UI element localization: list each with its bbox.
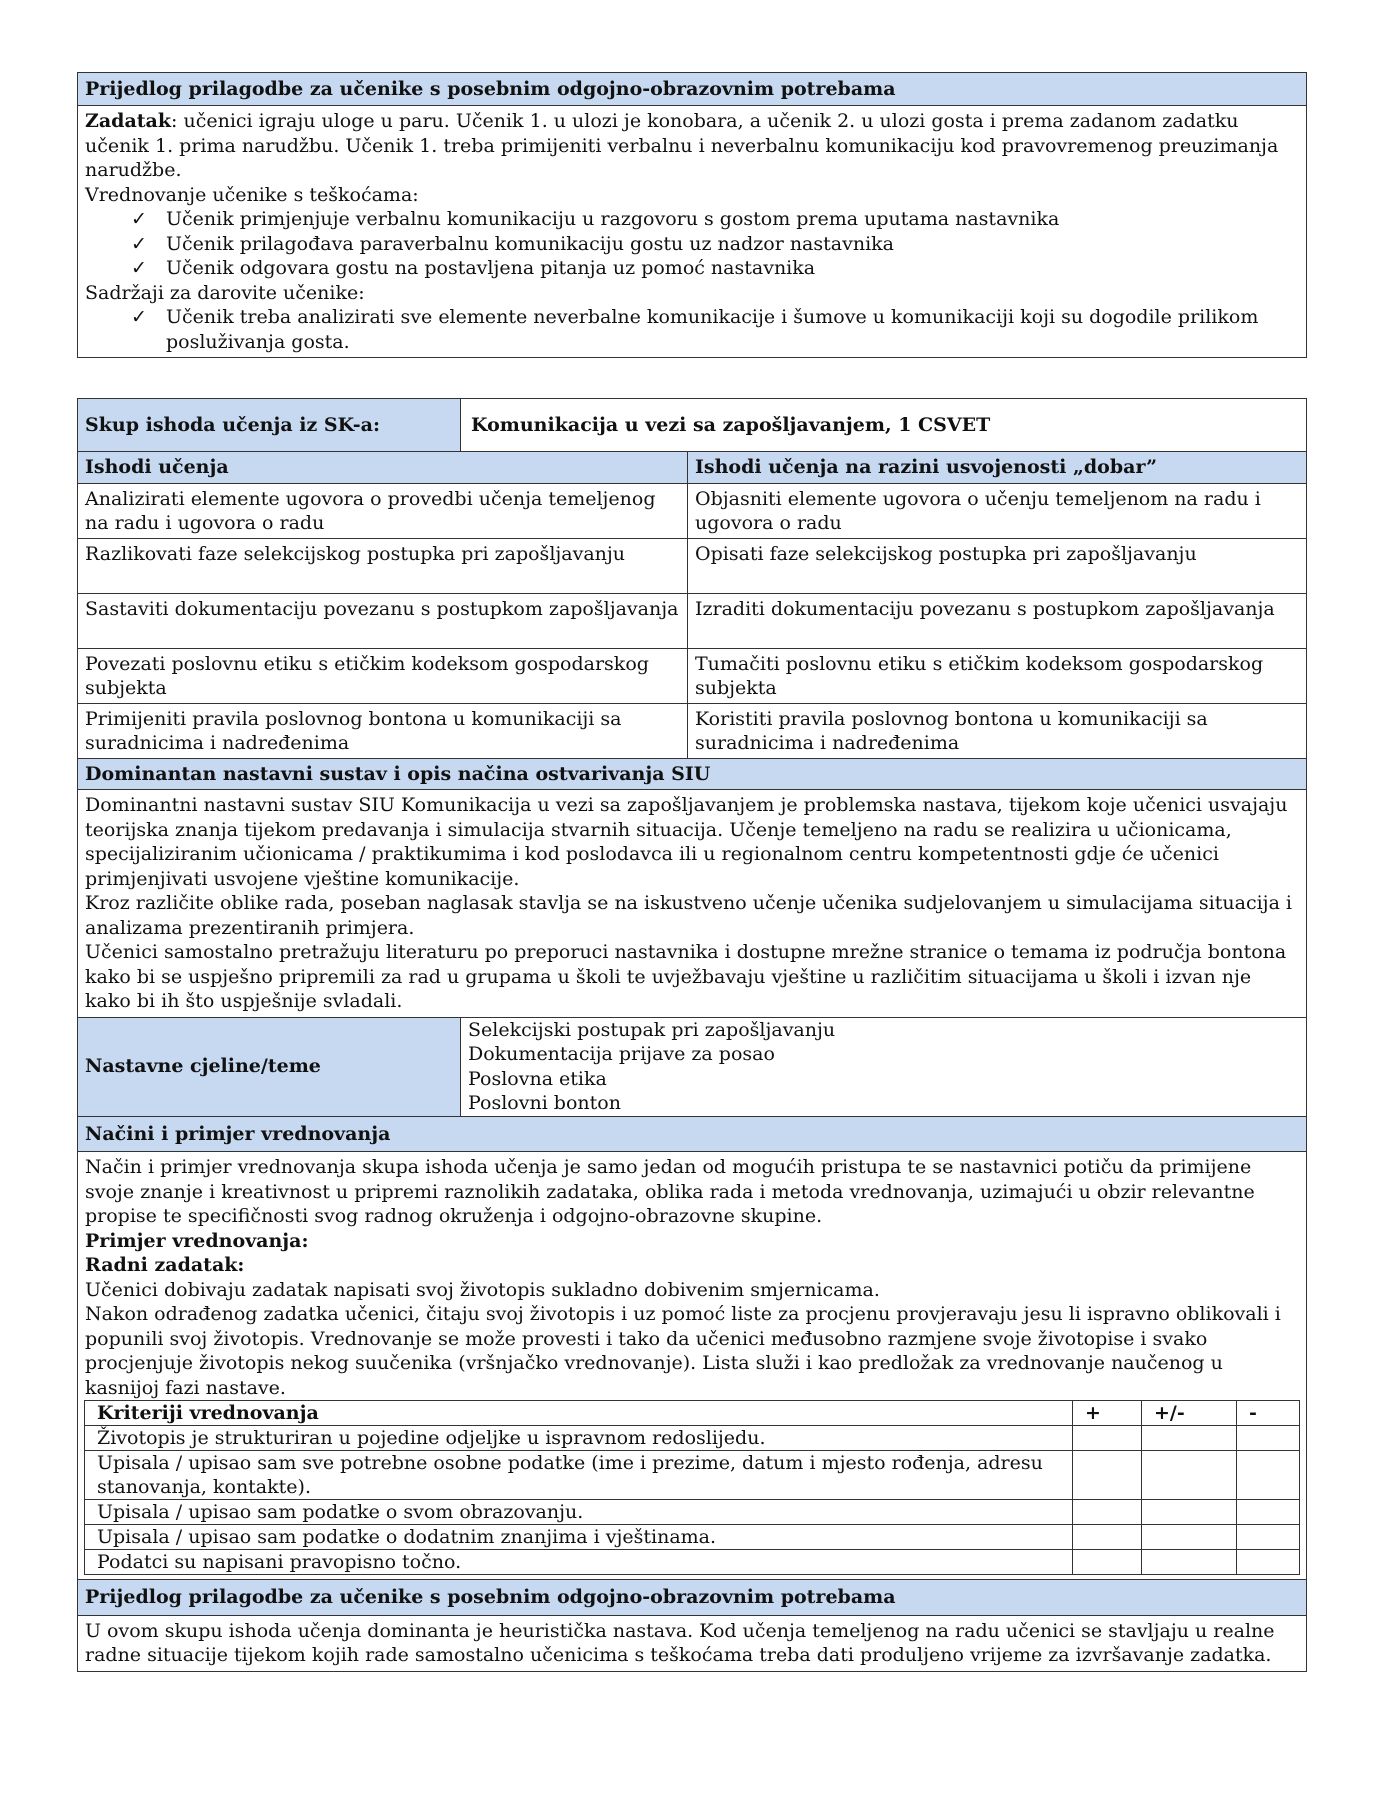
outcome-right: Koristiti pravila poslovnog bontona u komunikaciji sa suradnicima i nadređenima bbox=[695, 707, 1208, 754]
checkmark-icon: ✓ bbox=[131, 306, 147, 328]
criteria-row bbox=[85, 1451, 1300, 1500]
topic-item: Poslovni bonton bbox=[468, 1092, 621, 1114]
set-value: Komunikacija u vezi sa zapošljavanjem, 1 CSVET bbox=[471, 414, 991, 436]
criteria-header-row bbox=[85, 1401, 1300, 1426]
topic-item: Selekcijski postupak pri zapošljavanju bbox=[468, 1018, 836, 1041]
eval-heading: Vrednovanje učenike s teškoćama: bbox=[85, 183, 419, 206]
topics-list bbox=[461, 1018, 1306, 1116]
mark-cell[interactable] bbox=[1237, 1525, 1300, 1550]
system-paragraph: Dominantni nastavni sustav SIU Komunikacija u vezi sa zapošljavanjem je problemska nastava, tijekom koje učenici usvajaju teorijska znanja tijekom predavanja i simulacija stvarnih situacija. Učenje temeljeno na radu se realizira u učionicama, specijaliziranim učionicama / praktikumima i kod poslodavca ili u regionalnom centru kompetentnosti gdje će učenici primjenjivati usvojene vještine komunikacije. bbox=[85, 794, 1288, 890]
adapt-row bbox=[78, 1616, 1306, 1671]
eval-item: ✓ Učenik primjenjuje verbalnu komunikaciju u razgovoru s gostom prema uputama nastavnika bbox=[131, 208, 1060, 230]
mark-cell[interactable] bbox=[1237, 1451, 1300, 1500]
outcome-left: Analizirati elemente ugovora o provedbi učenja temeljenog na radu i ugovora o radu bbox=[78, 484, 688, 538]
outcome-right: Objasniti elemente ugovora o učenju temeljenom na radu i ugovora o radu bbox=[695, 487, 1261, 534]
outcome-row bbox=[78, 704, 1306, 759]
eval-text bbox=[78, 1152, 1306, 1400]
mark-cell[interactable] bbox=[1237, 1550, 1300, 1575]
criterion: Upisala / upisao sam podatke o svom obrazovanju. bbox=[85, 1500, 1073, 1525]
gifted-item: ✓ Učenik treba analizirati sve elemente neverbalne komunikacije i šumove u komunikaciji koji su dogodile prilikom posluživanja gosta. bbox=[131, 306, 1259, 353]
mark-cell[interactable] bbox=[1237, 1426, 1300, 1451]
eval-row bbox=[78, 1152, 1306, 1580]
set-row bbox=[78, 399, 1306, 452]
mark-cell[interactable] bbox=[1073, 1525, 1142, 1550]
mark-cell[interactable] bbox=[1142, 1426, 1237, 1451]
checkmark-icon: ✓ bbox=[131, 208, 147, 230]
outcome-row bbox=[78, 484, 1306, 539]
adaptation-box-top bbox=[77, 72, 1307, 358]
outcome-right: Izraditi dokumentaciju povezanu s postupkom zapošljavanja bbox=[695, 597, 1275, 620]
example-label: Primjer vrednovanja: bbox=[85, 1229, 309, 1252]
eval-intro: Način i primjer vrednovanja skupa ishoda učenja je samo jedan od mogućih pristupa te se nastavnici potiču da primijene svoje znanje i kreativnost u pripremi raznolikih zadataka, oblika rada i metoda vrednovanja, uzimajući u obzir relevantne propise te specifičnosti svog radnog okruženja i odgojno-obrazovne skupine. bbox=[85, 1156, 1255, 1227]
outcomes-header-row bbox=[78, 452, 1306, 484]
mark-cell[interactable] bbox=[1073, 1426, 1142, 1451]
adapt-header-row bbox=[78, 1580, 1306, 1616]
system-row bbox=[78, 790, 1306, 1018]
task-label: Zadatak bbox=[85, 110, 172, 132]
col-outcomes-good: Ishodi učenja na razini usvojenosti „dobar” bbox=[695, 456, 1158, 478]
topic-item: Poslovna etika bbox=[468, 1067, 607, 1090]
eval-content bbox=[78, 1152, 1306, 1579]
adapt-header: Prijedlog prilagodbe za učenike s posebnim odgojno-obrazovnim potrebama bbox=[85, 1586, 896, 1608]
mark-cell[interactable] bbox=[1142, 1550, 1237, 1575]
learning-outcomes-table bbox=[77, 398, 1307, 1672]
mark-cell[interactable] bbox=[1073, 1550, 1142, 1575]
outcome-row bbox=[78, 649, 1306, 704]
criteria-row bbox=[85, 1550, 1300, 1575]
criterion: Podatci su napisani pravopisno točno. bbox=[85, 1550, 1073, 1575]
mark-cell[interactable] bbox=[1073, 1451, 1142, 1500]
mark-plus: + bbox=[1073, 1401, 1142, 1426]
set-label: Skup ishoda učenja iz SK-a: bbox=[78, 399, 461, 451]
outcome-left: Povezati poslovnu etiku s etičkim kodeksom gospodarskog subjekta bbox=[78, 649, 688, 703]
system-header: Dominantan nastavni sustav i opis načina ostvarivanja SIU bbox=[85, 762, 711, 785]
system-header-row bbox=[78, 759, 1306, 791]
mark-cell[interactable] bbox=[1142, 1525, 1237, 1550]
eval-header: Načini i primjer vrednovanja bbox=[85, 1122, 391, 1145]
checkmark-icon: ✓ bbox=[131, 232, 147, 255]
outcome-row bbox=[78, 539, 1306, 594]
task-label: Radni zadatak: bbox=[85, 1254, 245, 1276]
mark-cell[interactable] bbox=[1142, 1451, 1237, 1500]
topics-row bbox=[78, 1018, 1306, 1117]
outcome-right: Tumačiti poslovnu etiku s etičkim kodeksom gospodarskog subjekta bbox=[695, 652, 1264, 699]
criterion: Upisala / upisao sam sve potrebne osobne podatke (ime i prezime, datum i mjesto rođenja, adresu stanovanja, kontakte). bbox=[85, 1451, 1073, 1500]
system-paragraph: Kroz različite oblike rada, poseban naglasak stavlja se na iskustveno učenje učenika sudjelovanjem u simulacijama situacija i analizama prezentiranih primjera. bbox=[85, 892, 1293, 939]
mark-cell[interactable] bbox=[1142, 1500, 1237, 1525]
col-outcomes: Ishodi učenja bbox=[78, 452, 688, 483]
mark-cell[interactable] bbox=[1237, 1500, 1300, 1525]
criteria-table bbox=[84, 1400, 1300, 1575]
outcome-row bbox=[78, 594, 1306, 649]
outcome-left: Primijeniti pravila poslovnog bontona u komunikaciji sa suradnicima i nadređenima bbox=[78, 704, 688, 758]
task-line: Učenici dobivaju zadatak napisati svoj životopis sukladno dobivenim smjernicama. bbox=[85, 1278, 880, 1301]
criteria-row bbox=[85, 1525, 1300, 1550]
criteria-header: Kriteriji vrednovanja bbox=[85, 1401, 1073, 1426]
outcome-left: Sastaviti dokumentaciju povezanu s postupkom zapošljavanja bbox=[78, 594, 688, 648]
outcome-right: Opisati faze selekcijskog postupka pri zapošljavanju bbox=[695, 542, 1197, 565]
section-header: Prijedlog prilagodbe za učenike s posebnim odgojno-obrazovnim potrebama bbox=[78, 73, 1306, 106]
eval-item: ✓ Učenik odgovara gostu na postavljena pitanja uz pomoć nastavnika bbox=[131, 257, 816, 279]
outcome-left: Razlikovati faze selekcijskog postupka pri zapošljavanju bbox=[78, 539, 688, 593]
mark-plus-minus: +/- bbox=[1142, 1401, 1237, 1426]
gifted-heading: Sadržaji za darovite učenike: bbox=[85, 281, 365, 304]
mark-minus: - bbox=[1237, 1401, 1300, 1426]
topic-item: Dokumentacija prijave za posao bbox=[468, 1043, 775, 1065]
task-paragraph: Nakon odrađenog zadatka učenici, čitaju svoj životopis i uz pomoć liste za procjenu provjeravaju jesu li ispravno oblikovali i popunili svoj životopis. Vrednovanje se može provesti i tako da učenici međusobno razmjene svoje životopise i svako procjenjuje životopis nekog suučenika (vršnjačko vrednovanje). Lista služi i kao predložak za vrednovanje naučenog u kasnijoj fazi nastave. bbox=[85, 1303, 1281, 1399]
checkmark-icon: ✓ bbox=[131, 257, 147, 279]
eval-item: ✓ Učenik prilagođava paraverbalnu komunikaciju gostu uz nadzor nastavnika bbox=[131, 232, 894, 255]
topics-label: Nastavne cjeline/teme bbox=[78, 1018, 461, 1116]
system-text bbox=[78, 790, 1306, 1017]
criterion: Životopis je strukturiran u pojedine odjeljke u ispravnom redoslijedu. bbox=[85, 1426, 1073, 1451]
adaptation-content bbox=[78, 106, 1306, 357]
adapt-text: U ovom skupu ishoda učenja dominanta je heuristička nastava. Kod učenja temeljenog na radu učenici se stavljaju u realne radne situacije tijekom kojih rade samostalno učenicima s teškoćama treba dati produljeno vrijeme za izvršavanje zadatka. bbox=[85, 1619, 1275, 1666]
task-paragraph bbox=[85, 109, 1299, 183]
eval-header-row bbox=[78, 1117, 1306, 1153]
mark-cell[interactable] bbox=[1073, 1500, 1142, 1525]
criteria-row bbox=[85, 1426, 1300, 1451]
system-paragraph: Učenici samostalno pretražuju literaturu po preporuci nastavnika i dostupne mrežne stranice o temama iz područja bontona kako bi se uspješno pripremili za rad u grupama u školi te uvježbavaju vještine u različitim situacijama u školi i izvan nje kako bi ih što uspješnije svladali. bbox=[85, 941, 1287, 1012]
criterion: Upisala / upisao sam podatke o dodatnim znanjima i vještinama. bbox=[85, 1525, 1073, 1550]
criteria-row bbox=[85, 1500, 1300, 1525]
task-text: : učenici igraju uloge u paru. Učenik 1. u ulozi je konobara, a učenik 2. u ulozi gosta i prema zadanom zadatku učenik 1. prima narudžbu. Učenik 1. treba primijeniti verbalnu i neverbalnu komunikaciju kod pravovremenog preuzimanja narudžbe. bbox=[85, 110, 1279, 181]
